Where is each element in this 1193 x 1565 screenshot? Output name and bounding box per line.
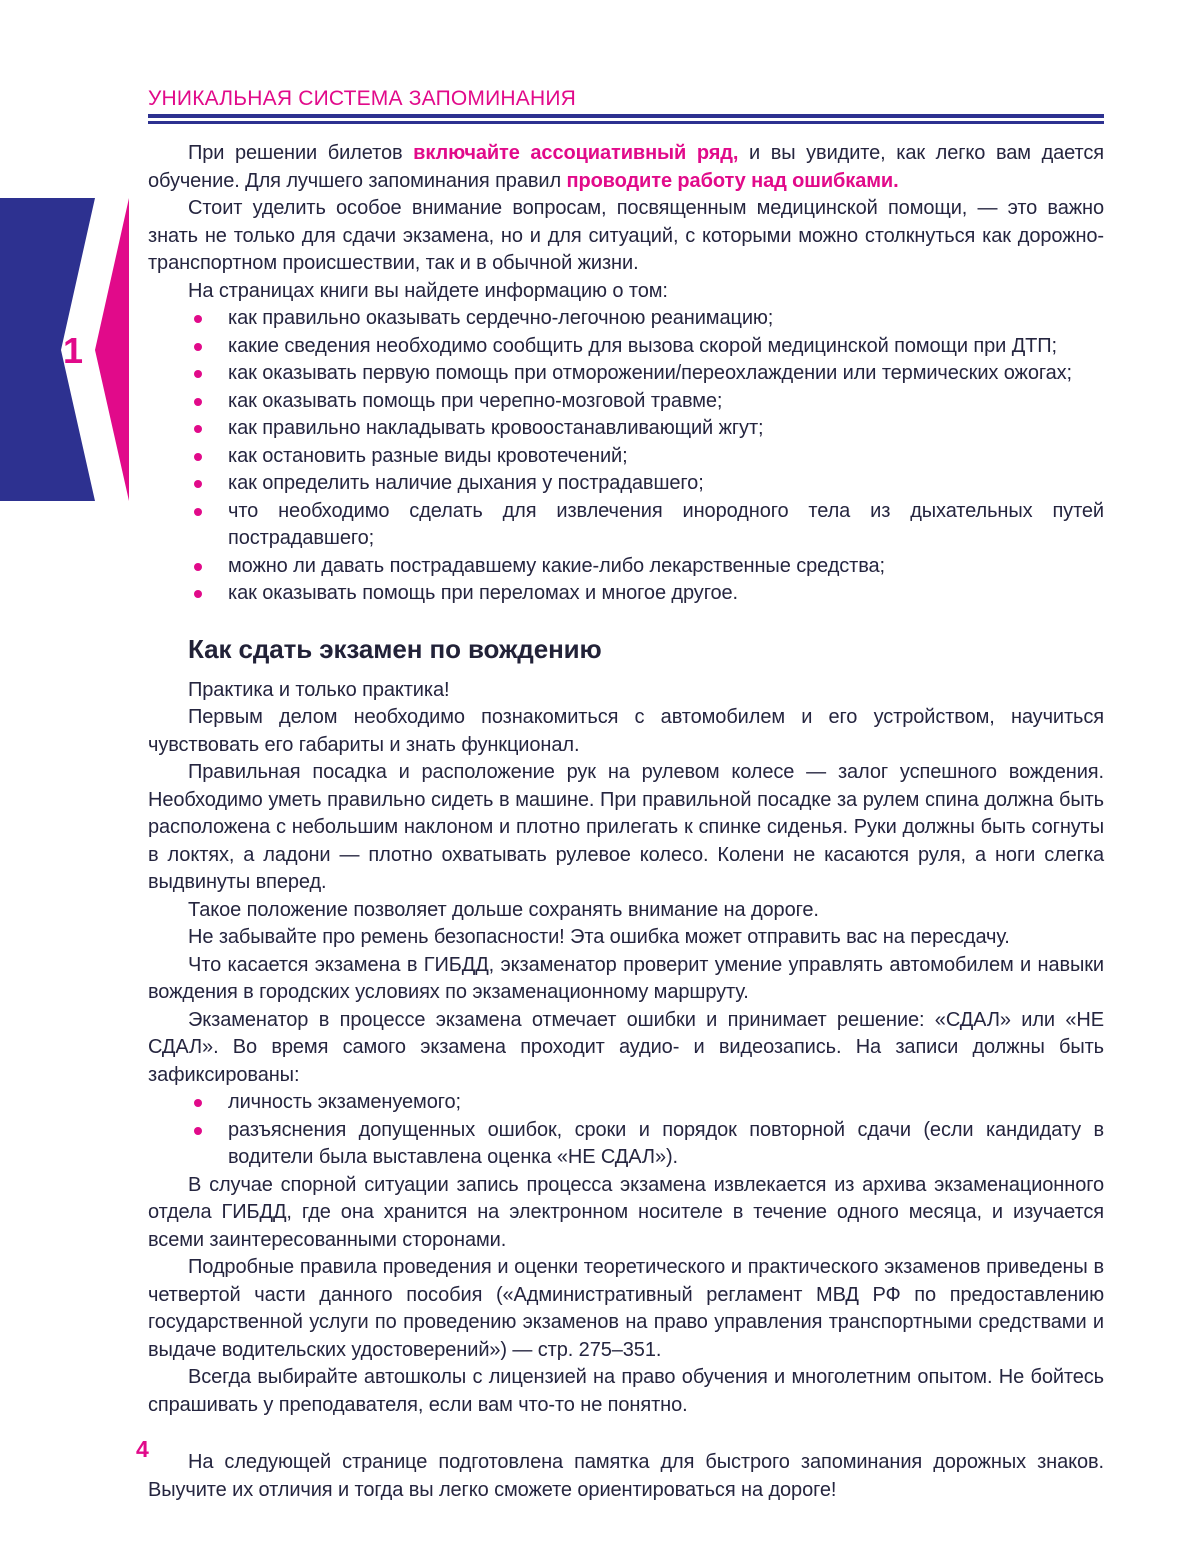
bullet-dot-icon [194, 563, 202, 571]
paragraph [148, 897, 1104, 925]
paragraph [148, 140, 1104, 195]
text-run: и вы увидите, как легко вам дается обучение. Для лучшего запоминания правил [148, 142, 1104, 192]
header-double-rule [148, 114, 1104, 124]
paragraph [148, 1172, 1104, 1255]
text-run: Подробные правила проведения и оценки теоретического и практического экзаменов приведены в четвертой части данного пособия («Административный регламент МВД РФ по предоставлению государственной услуги по проведению экзаменов на право управления транспортными средствами и выдаче водительских удостоверений») — стр. 275–351. [148, 1256, 1104, 1361]
bullet-dot-icon [194, 370, 202, 378]
paragraph [148, 1449, 1104, 1504]
text-run: Такое положение позволяет дольше сохранять внимание на дороге. [188, 898, 819, 921]
bullet-item-text: как определить наличие дыхания у пострадавшего; [228, 472, 704, 494]
bullet-item-text: можно ли давать пострадавшему какие-либо лекарственные средства; [228, 554, 886, 577]
bullet-item-text: как остановить разные виды кровотечений; [228, 444, 628, 467]
paragraph [148, 1364, 1104, 1419]
section-heading: Как сдать экзамен по вождению [188, 633, 602, 664]
bullet-item-text: как правильно оказывать сердечно-легочною реанимацию; [228, 307, 774, 329]
text-run: При решении билетов [188, 142, 414, 164]
bullet-dot-icon [194, 590, 202, 598]
bullet-item-text: как оказывать помощь при черепно-мозговой травме; [228, 389, 723, 412]
bullet-item [148, 553, 1104, 581]
text-run: Стоит уделить особое внимание вопросам, посвященным медицинской помощи, — это важно знать не только для сдачи экзамена, но и для ситуаций, с которыми можно столкнуться как дорожно-транспортном происшествии, так и в обычной жизни. [148, 197, 1104, 274]
bullet-dot-icon [194, 425, 202, 433]
main-text-column [148, 140, 1104, 1504]
bullet-dot-icon [194, 343, 202, 351]
bullet-item [148, 415, 1104, 443]
bullet-item [148, 333, 1104, 361]
text-run: Правильная посадка и расположение рук на рулевом колесе — залог успешного вождения. Необходимо уметь правильно сидеть в машине. При правильной посадке за рулем спина должна быть расположена с небольшим наклоном и плотно прилегать к спинке сиденья. Руки должны быть согнуты в локтях, а ладони — плотно охватывать рулевое колесо. Колени не касаются руля, а ноги слегка выдвинуты вперед. [148, 761, 1104, 893]
bullet-item-text: как оказывать помощь при переломах и многое другое. [228, 582, 738, 604]
bullet-item [148, 360, 1104, 388]
chapter-tab-arrow-icon [95, 198, 129, 501]
text-run: Первым делом необходимо познакомиться с автомобилем и его устройством, научиться чувствовать его габариты и знать функционал. [148, 706, 1104, 756]
bullet-item [148, 470, 1104, 498]
text-run: Практика и только практика! [188, 678, 450, 701]
page-number: 4 [136, 1436, 149, 1462]
bullet-item-text: разъяснения допущенных ошибок, сроки и порядок повторной сдачи (если кандидату в водители была выставлена оценка «НЕ СДАЛ»). [228, 1118, 1104, 1168]
text-run: Экзаменатор в процессе экзамена отмечает ошибки и принимает решение: «СДАЛ» или «НЕ СДАЛ». Во время самого экзамена проходит аудио- и видеозапись. На записи должны быть зафиксированы: [148, 1008, 1104, 1086]
paragraph [148, 704, 1104, 759]
bullet-item [148, 388, 1104, 416]
bullet-dot-icon [194, 1099, 202, 1107]
paragraph [148, 278, 1104, 306]
accent-text: включайте ассоциативный ряд, [413, 142, 739, 164]
bullet-item [148, 305, 1104, 333]
bullet-item [148, 1117, 1104, 1172]
bullet-list [148, 1089, 1104, 1172]
bullet-dot-icon [194, 315, 202, 323]
bullet-dot-icon [194, 1127, 202, 1135]
paragraph [148, 195, 1104, 278]
running-header: УНИКАЛЬНАЯ СИСТЕМА ЗАПОМИНАНИЯ [148, 87, 576, 110]
bullet-item [148, 580, 1104, 608]
chapter-number: 1 [63, 330, 84, 371]
bullet-dot-icon [194, 398, 202, 406]
accent-text: проводите работу над ошибками. [566, 169, 899, 192]
bullet-item [148, 443, 1104, 471]
bullet-item-text: личность экзаменуемого; [228, 1091, 461, 1113]
text-run: На страницах книги вы найдете информацию о том: [188, 279, 668, 302]
bullet-item-text: что необходимо сделать для извлечения инородного тела из дыхательных путей пострадавшего; [228, 499, 1104, 549]
text-run: Не забывайте про ремень безопасности! Эта ошибка может отправить вас на пересдачу. [188, 926, 1010, 948]
text-run: В случае спорной ситуации запись процесса экзамена извлекается из архива экзаменационного отдела ГИБДД, где она хранится на электронном носителе в течение одного месяца, и изучается всеми заинтересованными сторонами. [148, 1173, 1104, 1251]
bullet-item-text: как оказывать первую помощь при отморожении/переохлаждении или термических ожогах; [228, 362, 1072, 384]
bullet-dot-icon [194, 480, 202, 488]
paragraph [148, 952, 1104, 1007]
paragraph [148, 1254, 1104, 1364]
text-run: Всегда выбирайте автошколы с лицензией на право обучения и многолетним опытом. Не бойтесь спрашивать у преподавателя, если вам что-то не понятно. [148, 1366, 1104, 1416]
bullet-dot-icon [194, 453, 202, 461]
paragraph [148, 677, 1104, 705]
text-run: На следующей странице подготовлена памятка для быстрого запоминания дорожных знаков. Выучите их отличия и тогда вы легко сможете ориентироваться на дороге! [148, 1451, 1104, 1501]
bullet-item-text: какие сведения необходимо сообщить для вызова скорой медицинской помощи при ДТП; [228, 334, 1058, 357]
bullet-item-text: как правильно накладывать кровоостанавливающий жгут; [228, 417, 764, 439]
paragraph [148, 924, 1104, 952]
text-run: Что касается экзамена в ГИБДД, экзаменатор проверит умение управлять автомобилем и навыки вождения в городских условиях по экзаменационному маршруту. [148, 953, 1104, 1003]
paragraph [148, 759, 1104, 897]
bullet-item [148, 1089, 1104, 1117]
bullet-list [148, 305, 1104, 608]
paragraph [148, 1007, 1104, 1090]
bullet-dot-icon [194, 508, 202, 516]
chapter-tab [0, 197, 130, 502]
bullet-item [148, 498, 1104, 553]
